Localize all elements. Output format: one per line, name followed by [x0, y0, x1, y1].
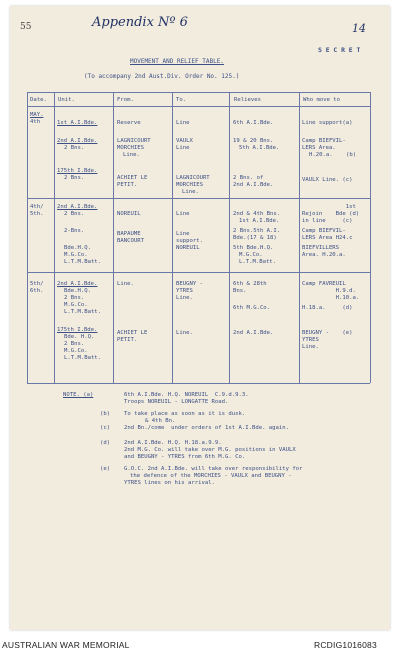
to-cell: support.: [176, 238, 203, 244]
move-to-cell: H.10.a.: [302, 295, 360, 301]
note-label: (b): [100, 411, 111, 417]
to-cell: LAGNICOURT: [176, 175, 210, 181]
move-to-cell: Camp BIEFVIL-: [302, 228, 346, 234]
unit-cell: 175th I.Bde.: [57, 168, 98, 174]
note-text: the defence of the MORCHIES - VAULX and BEUGNY -: [130, 473, 292, 479]
from-cell: PETIT.: [117, 182, 138, 188]
from-cell: LAGNICOURT: [117, 138, 151, 144]
document-subtitle: (To accompany 2nd Aust.Div. Order No. 125.): [84, 73, 240, 80]
appendix-heading: Appendix Nº 6: [92, 15, 188, 30]
unit-cell: M.G.Co.: [64, 302, 88, 308]
note-text: 6th A.I.Bde. H.Q. NOREUIL C.9.d.9.3.: [124, 392, 249, 398]
note-text: Troops NOREUIL - LONGATTE Road.: [124, 399, 229, 405]
date-may-4-day: 4th: [30, 119, 41, 125]
relieves-cell: 6th & 28th: [233, 281, 267, 287]
relieves-cell: 1st A.I.Bde.: [239, 218, 280, 224]
col-header-from: From.: [117, 97, 134, 103]
secret-marking: S E C R E T: [318, 46, 361, 54]
note-label: (e): [100, 466, 111, 472]
from-cell: NOREUIL: [117, 211, 141, 217]
document-title: MOVEMENT AND RELIEF TABLE.: [130, 58, 224, 65]
date-may-4-month: MAY.: [30, 112, 44, 118]
note-label: (c): [100, 425, 111, 431]
col-header-unit: Unit.: [58, 97, 75, 103]
to-cell: Line.: [176, 330, 193, 336]
date-5-6-a: 5th/: [30, 281, 44, 287]
from-cell: BAPAUME: [117, 231, 141, 237]
unit-cell: Bde.H.Q.: [64, 288, 91, 294]
note-text: To take place as soon as it is dusk.: [124, 411, 246, 417]
move-to-cell: YTRES: [302, 337, 319, 343]
unit-cell: 2nd A.I.Bde.: [57, 204, 98, 210]
unit-cell: Bde. H.Q.: [64, 334, 95, 340]
to-cell: YTRES: [176, 288, 193, 294]
archive-credit: AUSTRALIAN WAR MEMORIAL: [2, 640, 130, 650]
unit-cell: L.T.M.Batt.: [64, 355, 102, 361]
unit-cell: 2nd A.I.Bde.: [57, 138, 98, 144]
move-to-cell: in line (c): [302, 218, 353, 224]
to-cell: Line.: [176, 295, 193, 301]
relieves-cell: 19 & 20 Bns.: [233, 138, 274, 144]
to-cell: Line.: [182, 189, 199, 195]
date-4-5-b: 5th.: [30, 211, 44, 217]
move-to-cell: Line support(a): [302, 120, 353, 126]
unit-cell: L.T.M.Batt.: [64, 259, 102, 265]
move-to-cell: Area. H.20.a.: [302, 252, 346, 258]
date-5-6-b: 6th.: [30, 288, 44, 294]
move-to-cell: H.18.a. (d): [302, 305, 353, 311]
move-to-cell: VAULX Line. (c): [302, 177, 353, 183]
note-text: 2nd A.I.Bde. H.Q. H.18.a.9.9.: [124, 440, 222, 446]
unit-cell: 2 Bns.: [64, 175, 85, 181]
unit-cell: M.G.Co.: [64, 252, 88, 258]
to-cell: Line: [176, 211, 190, 217]
unit-cell: 2 Bns.: [64, 341, 85, 347]
unit-cell: 2 Bns.: [64, 211, 85, 217]
note-text: & 4th Bn.: [145, 418, 176, 424]
note-label: NOTE. (a): [63, 392, 94, 398]
move-to-cell: BEUGNY - (e): [302, 330, 353, 336]
move-to-cell: Camp BIEFVIL-: [302, 138, 346, 144]
relieves-cell: 5th A.I.Bde.: [239, 145, 280, 151]
from-cell: PETIT.: [117, 337, 138, 343]
unit-cell: Bde.H.Q.: [64, 245, 91, 251]
from-cell: Line.: [117, 281, 134, 287]
unit-cell: L.T.M.Batt.: [64, 309, 102, 315]
move-to-cell: H.9.d.: [302, 288, 356, 294]
unit-cell: 2 Bns.: [64, 145, 85, 151]
move-to-cell: BIEFVILLERS: [302, 245, 340, 251]
col-header-to: To.: [176, 97, 187, 103]
col-header-relieves: Relieves: [234, 97, 261, 103]
date-4-5-a: 4th/: [30, 204, 44, 210]
col-header-date: Date.: [30, 97, 47, 103]
relieves-cell: 2nd & 4th Bns.: [233, 211, 281, 217]
note-text: YTRES lines on his arrival.: [124, 480, 215, 486]
move-to-cell: Line.: [302, 344, 319, 350]
page-number: 55: [20, 22, 32, 32]
from-cell: Line.: [123, 152, 140, 158]
col-header-move-to: Who move to: [303, 97, 341, 103]
move-to-cell: Rejoin Bde (d): [302, 211, 360, 217]
from-cell: MORCHIES: [117, 145, 144, 151]
unit-cell: 2-Bns.: [64, 228, 85, 234]
move-to-cell: LERS Area H24.c: [302, 235, 353, 241]
archive-reference: RCDIG1016083: [314, 640, 377, 650]
move-to-cell: H.20.a. (b): [309, 152, 357, 158]
relieves-cell: 6th A.I.Bde.: [233, 120, 274, 126]
to-cell: VAULX: [176, 138, 193, 144]
relieves-cell: 6th M.G.Co.: [233, 305, 271, 311]
to-cell: NOREUIL: [176, 245, 200, 251]
relieves-cell: Bns.: [233, 288, 247, 294]
relieves-cell: Bde.(17 & 18): [233, 235, 277, 241]
note-text: and BEUGNY - YTRES from 6th M.G. Co.: [124, 454, 246, 460]
note-label: (d): [100, 440, 111, 446]
to-cell: Line: [176, 145, 190, 151]
unit-cell: 2 Bns.: [64, 295, 85, 301]
to-cell: BEUGNY -: [176, 281, 203, 287]
from-cell: BANCOURT: [117, 238, 144, 244]
note-text: 2nd M.G. Co. will take over M.G. positions in VAULX: [124, 447, 296, 453]
relieves-cell: 2nd A.I.Bde.: [233, 182, 274, 188]
to-cell: Line: [176, 120, 190, 126]
from-cell: ACHIET LE: [117, 175, 148, 181]
to-cell: MORCHIES: [176, 182, 203, 188]
note-text: G.O.C. 2nd A.I.Bde. will take over responsibility for: [124, 466, 303, 472]
move-to-cell: 1st: [302, 204, 356, 210]
relieves-cell: M.G.Co.: [239, 252, 263, 258]
to-cell: Line: [176, 231, 190, 237]
unit-cell: 1st A.I.Bde.: [57, 120, 98, 126]
move-to-cell: Camp FAVREUIL: [302, 281, 346, 287]
relieves-cell: 2nd A.I.Bde.: [233, 330, 274, 336]
from-cell: ACHIET LE: [117, 330, 148, 336]
unit-cell: 175th I.Bde.: [57, 327, 98, 333]
relieves-cell: 5th Bde.H.Q.: [233, 245, 274, 251]
relieves-cell: 2 Bns.5th A.I.: [233, 228, 281, 234]
folio-number: 14: [352, 22, 366, 35]
unit-cell: M.G.Co.: [64, 348, 88, 354]
from-cell: Reserve: [117, 120, 141, 126]
note-text: 2nd Bn./come under orders of 1st A.I.Bde. again.: [124, 425, 290, 431]
unit-cell: 2nd A.I.Bde.: [57, 281, 98, 287]
relieves-cell: 2 Bns. of: [233, 175, 264, 181]
move-to-cell: LERS Area.: [302, 145, 336, 151]
relieves-cell: L.T.M.Batt.: [239, 259, 277, 265]
